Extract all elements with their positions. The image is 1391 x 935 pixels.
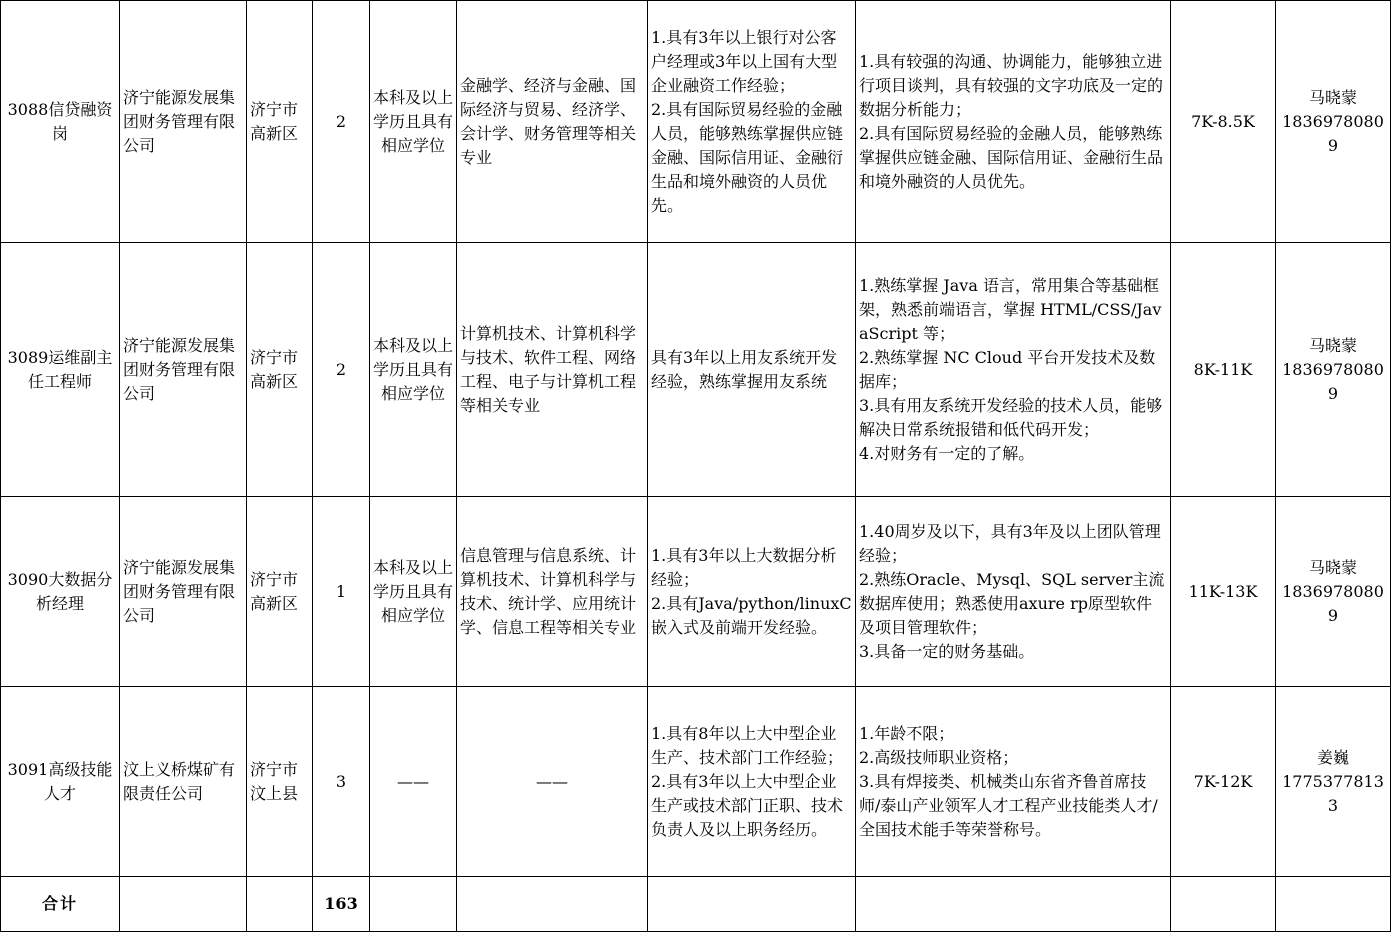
table-row bbox=[1, 497, 1391, 687]
contact-name: 姜巍 bbox=[1316, 747, 1349, 767]
contact-cell bbox=[1276, 1, 1391, 243]
contact-phone: 18369780809 bbox=[1282, 111, 1384, 155]
empty-cell bbox=[457, 877, 648, 932]
experience-text: 1.具有8年以上大中型企业生产、技术部门工作经验； 2.具有3年以上大中型企业生产或技术部门正职、技术负责人及以上职务经历。 bbox=[651, 723, 844, 839]
total-count: 163 bbox=[313, 877, 370, 932]
table-row bbox=[1, 687, 1391, 877]
education-cell: 本科及以上学历且具有相应学位 bbox=[370, 243, 457, 497]
contact-cell bbox=[1276, 243, 1391, 497]
contact-cell bbox=[1276, 497, 1391, 687]
company-cell: 济宁能源发展集团财务管理有限公司 bbox=[120, 497, 247, 687]
experience-cell bbox=[648, 1, 856, 243]
salary-cell: 7K-12K bbox=[1171, 687, 1276, 877]
company-cell: 汶上义桥煤矿有限责任公司 bbox=[120, 687, 247, 877]
headcount-cell: 1 bbox=[313, 497, 370, 687]
empty-cell bbox=[120, 877, 247, 932]
requirements-text: 1.40周岁及以下，具有3年及以上团队管理经验； 2.熟练Oracle、Mysql、SQL server主流数据库使用；熟悉使用axure rp原型软件及项目管理软件； 3.具备一定的财务基础。 bbox=[859, 521, 1165, 661]
contact-cell bbox=[1276, 687, 1391, 877]
empty-cell bbox=[648, 877, 856, 932]
position-cell: 3088信贷融资岗 bbox=[1, 1, 120, 243]
headcount-cell: 2 bbox=[313, 1, 370, 243]
contact-name: 马晓蒙 bbox=[1308, 335, 1357, 355]
headcount-cell: 3 bbox=[313, 687, 370, 877]
requirements-text: 1.熟练掌握 Java 语言，常用集合等基础框架，熟悉前端语言，掌握 HTML/CSS/JavaScript 等； 2.熟练掌握 NC Cloud 平台开发技术及数据库； 3.具有用友系统开发经验的技术人员，能够解决日常系统报错和低代码开发； 4.对财务有一定的了解。 bbox=[859, 275, 1163, 463]
major-cell: 信息管理与信息系统、计算机技术、计算机科学与技术、统计学、应用统计学、信息工程等相关专业 bbox=[457, 497, 648, 687]
table-row bbox=[1, 1, 1391, 243]
empty-cell bbox=[1171, 877, 1276, 932]
empty-cell bbox=[370, 877, 457, 932]
contact-phone: 18369780809 bbox=[1282, 581, 1384, 625]
location-cell: 济宁市汶上县 bbox=[247, 687, 313, 877]
headcount-cell: 2 bbox=[313, 243, 370, 497]
position-cell: 3089运维副主任工程师 bbox=[1, 243, 120, 497]
position-cell: 3091高级技能人才 bbox=[1, 687, 120, 877]
requirements-text: 1.具有较强的沟通、协调能力，能够独立进行项目谈判，具有较强的文字功底及一定的数据分析能力； 2.具有国际贸易经验的金融人员，能够熟练掌握供应链金融、国际信用证、金融衍生品和境外融资的人员优先。 bbox=[859, 51, 1164, 191]
contact-phone: 17753778133 bbox=[1282, 771, 1384, 815]
company-cell: 济宁能源发展集团财务管理有限公司 bbox=[120, 243, 247, 497]
location-cell: 济宁市高新区 bbox=[247, 243, 313, 497]
experience-cell bbox=[648, 687, 856, 877]
education-cell: —— bbox=[370, 687, 457, 877]
experience-text: 具有3年以上用友系统开发经验，熟练掌握用友系统 bbox=[651, 347, 838, 391]
major-cell: 计算机技术、计算机科学与技术、软件工程、网络工程、电子与计算机工程等相关专业 bbox=[457, 243, 648, 497]
experience-text: 1.具有3年以上银行对公客户经理或3年以上国有大型企业融资工作经验； 2.具有国际贸易经验的金融人员，能够熟练掌握供应链金融、国际信用证、金融衍生品和境外融资的人员优先。 bbox=[651, 27, 844, 215]
requirements-text: 1.年龄不限； 2.高级技师职业资格； 3.具有焊接类、机械类山东省齐鲁首席技师/泰山产业领军人才工程产业技能类人才/全国技术能手等荣誉称号。 bbox=[859, 723, 1158, 839]
major-cell: —— bbox=[457, 687, 648, 877]
empty-cell bbox=[247, 877, 313, 932]
location-cell: 济宁市高新区 bbox=[247, 1, 313, 243]
table-row bbox=[1, 243, 1391, 497]
experience-text: 1.具有3年以上大数据分析经验； 2.具有Java/python/linuxC嵌入式及前端开发经验。 bbox=[651, 545, 852, 637]
total-row bbox=[1, 877, 1391, 932]
requirements-cell bbox=[856, 687, 1171, 877]
contact-name: 马晓蒙 bbox=[1308, 557, 1357, 577]
salary-cell: 7K-8.5K bbox=[1171, 1, 1276, 243]
experience-cell bbox=[648, 497, 856, 687]
position-cell: 3090大数据分析经理 bbox=[1, 497, 120, 687]
contact-phone: 18369780809 bbox=[1282, 359, 1384, 403]
empty-cell bbox=[856, 877, 1171, 932]
major-cell: 金融学、经济与金融、国际经济与贸易、经济学、会计学、财务管理等相关专业 bbox=[457, 1, 648, 243]
salary-cell: 8K-11K bbox=[1171, 243, 1276, 497]
empty-cell bbox=[1276, 877, 1391, 932]
location-cell: 济宁市高新区 bbox=[247, 497, 313, 687]
requirements-cell bbox=[856, 1, 1171, 243]
salary-cell: 11K-13K bbox=[1171, 497, 1276, 687]
company-cell: 济宁能源发展集团财务管理有限公司 bbox=[120, 1, 247, 243]
education-cell: 本科及以上学历且具有相应学位 bbox=[370, 1, 457, 243]
contact-name: 马晓蒙 bbox=[1308, 87, 1357, 107]
requirements-cell bbox=[856, 243, 1171, 497]
education-cell: 本科及以上学历且具有相应学位 bbox=[370, 497, 457, 687]
total-label: 合计 bbox=[1, 877, 120, 932]
requirements-cell bbox=[856, 497, 1171, 687]
experience-cell bbox=[648, 243, 856, 497]
